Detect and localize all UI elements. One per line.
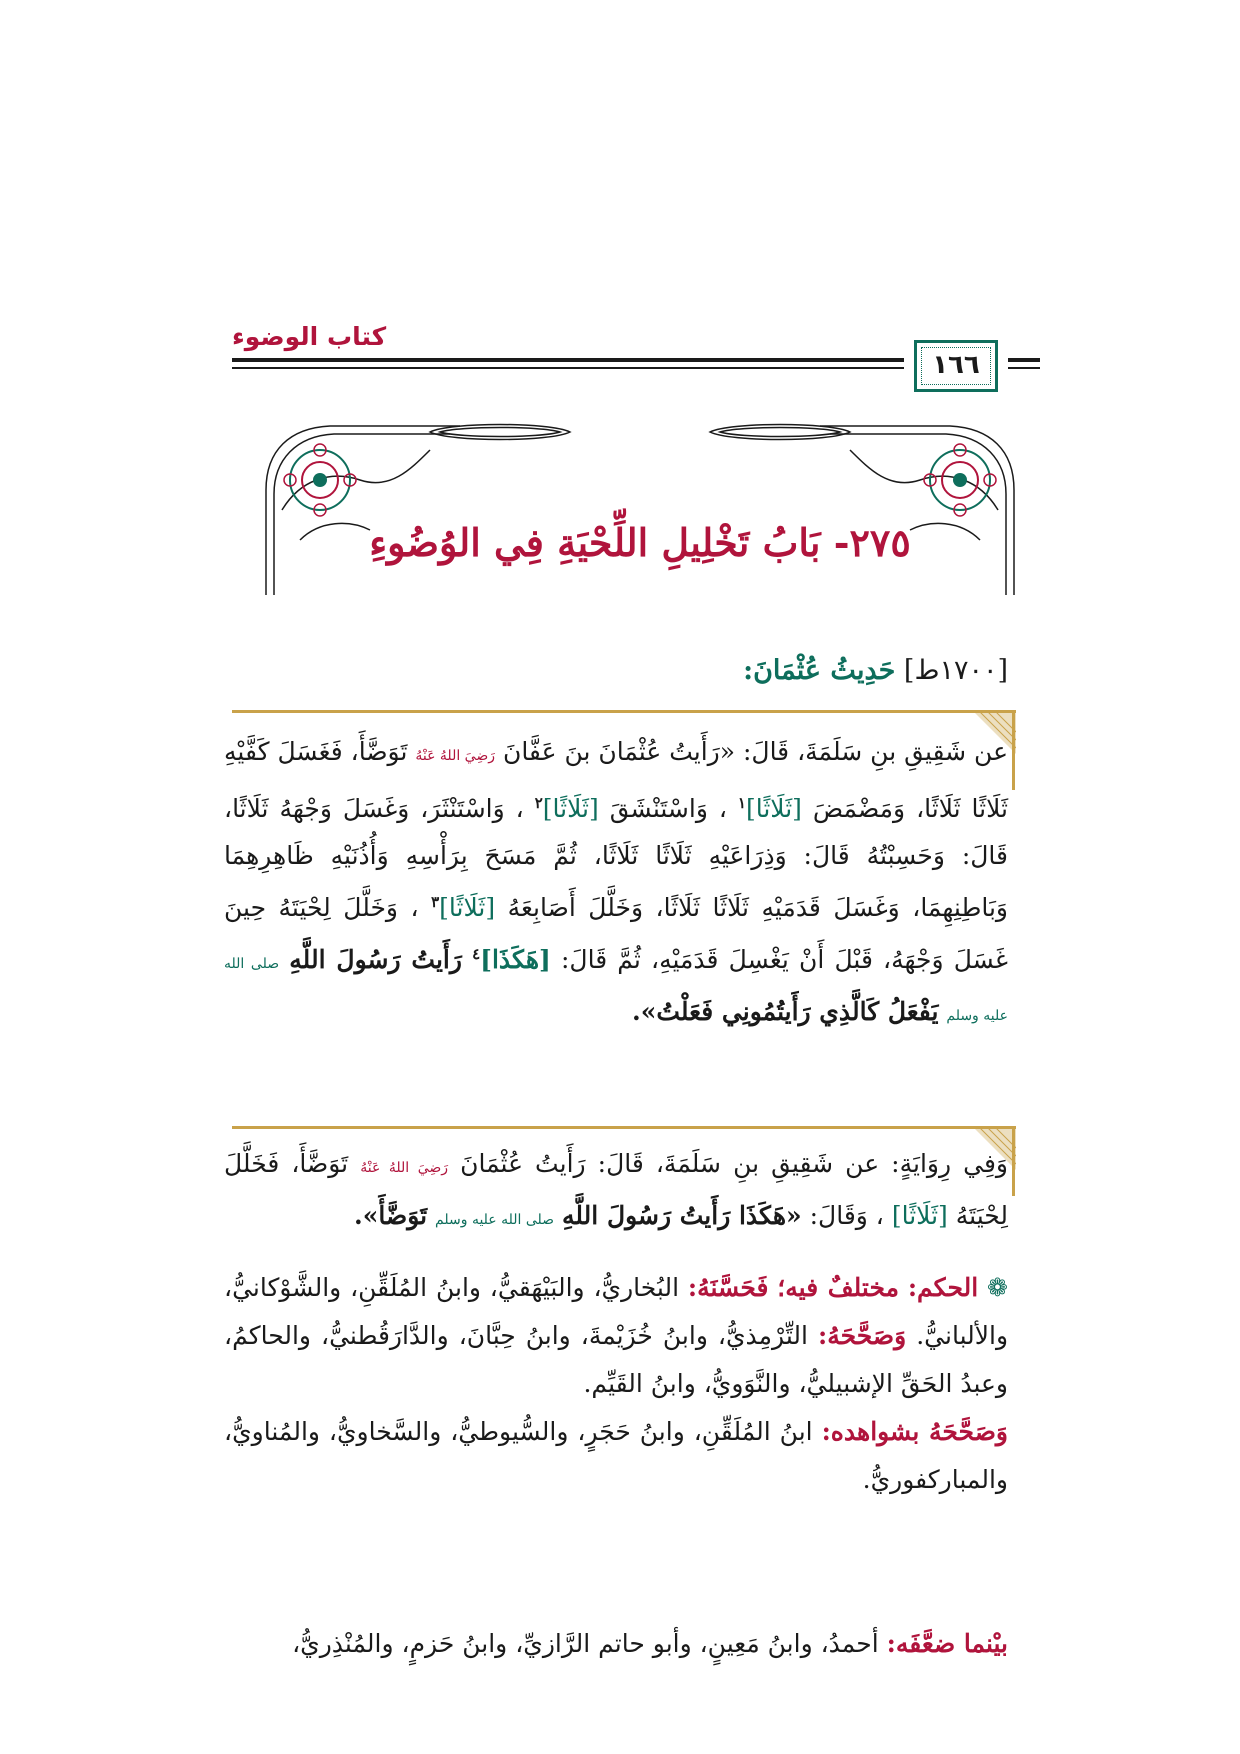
header-rule-bottom [232,367,904,369]
hadith-ref: [١٧٠٠ط] [903,655,1008,686]
variant-block-gold-rule [232,1126,1016,1129]
bracketed-addition: [ثَلَاثًا] [542,794,599,823]
bracketed-addition: [ثَلَاثًا] [745,794,802,823]
page-number: ١٦٦ [932,350,980,380]
header-rule-right-bottom [1008,367,1040,369]
chapter-title: ٢٧٥- بَابُ تَخْلِيلِ اللِّحْيَةِ فِي الوُضُوءِ [369,520,911,565]
running-title: كتاب الوضوء [232,322,387,351]
weakened-section [224,1620,1008,1668]
daaf-list: أحمدُ، وابنُ مَعِينٍ، وأبو حاتم الرَّازيِّ، وابنُ حَزمٍ، والمُنْذِريُّ، [292,1629,879,1658]
salutation: صلى الله عليه وسلم [435,1212,555,1228]
header-rule-right-top [1008,358,1040,362]
sahh-shawahid-label: وَصَحَّحَهُ بشواهده: [821,1417,1008,1446]
left-rosette [284,444,356,516]
sahhahu-label: وَصَحَّحَهُ: [817,1321,907,1350]
main-block-gold-rule [232,710,1016,713]
chapter-ornament-frame [260,420,1020,600]
honorific: رَضِيَ اللهُ عَنْهُ [360,1160,449,1176]
hadith-name: حَدِيثُ عُثْمَانَ: [743,655,896,686]
daafahu-label: بيْنما ضعَّفَه: [886,1629,1008,1658]
footnote-marker: ١ [737,794,746,812]
bracketed-addition: [هَكَذَا] [480,945,551,974]
salutation: صلى الله عليه وسلم [224,956,1008,1024]
ruling-label: الحكم: [907,1273,979,1302]
header-rule-top [232,358,904,362]
footnote-marker: ٣ [431,893,440,911]
ruling-section [224,1264,1008,1504]
bracketed-addition: [ثَلَاثًا] [439,893,496,922]
rosette-bullet-icon: ❁ [987,1273,1008,1302]
page-number-box [914,340,998,392]
sahh-list: التِّرْمِذيُّ، وابنُ خُزَيْمةَ، وابنُ حِبَّانَ، والدَّارَقُطنيُّ، والحاكمُ، وعبدُ الحَقِّ الإشبيليُّ، والنَّوَويُّ، وابنُ القَيِّم. [224,1321,1008,1398]
honorific: رَضِيَ اللهُ عَنْهُ [415,748,495,764]
main-hadith-text: عن شَقِيقِ بنِ سَلَمَةَ، قَالَ: «رَأَيتُ عُثْمَانَ بنَ عَفَّانَ رَضِيَ اللهُ عَنْهُ تَوَضَّأَ، فَغَسَلَ كَفَّيْهِ ثَلَاثًا ثَلَاثًا، وَمَضْمَضَ [ثَلَاثًا]$^١$ ، وَاسْتَنْشَقَ [ثَلَاثًا]$^٢$ ، وَاسْتَنْثَرَ، وَغَسَلَ وَجْهَهُ ثَلَاثًا، قَالَ: وَحَسِبْتُهُ قَالَ: وَذِرَاعَيْهِ ثَلَاثًا ثَلَاثًا، ثُمَّ مَسَحَ بِرَأْسِهِ وَأُذُنَيْهِ ظَاهِرِهِمَا وَبَاطِنِهِمَا، وَغَسَلَ قَدَمَيْهِ ثَلَاثًا ثَلَاثًا، وَخَلَّلَ أَصَابِعَهُ [ثَلَاثًا]$^٣$ ، وَخَلَّلَ لِحْيَتَهُ حِينَ غَسَلَ وَجْهَهُ، قَبْلَ أَنْ يَغْسِلَ قَدَمَيْهِ، ثُمَّ قَالَ: [هَكَذَا]$^٤$ رَأَيتُ رَسُولَ اللَّهِ صلى الله عليه وسلم يَفْعَلُ كَالَّذِي رَأَيتُمُونِي فَعَلْتُ». [224,737,1009,1026]
hassanahu-label: فَحَسَّنَهُ: [687,1273,769,1302]
variant-block-side-rule [1012,1126,1015,1196]
hassan-list: البُخاريُّ، والبَيْهَقيُّ، وابنُ المُلَقِّنِ، والشَّوْكانيُّ، والألبانيُّ. [224,1273,1009,1350]
shawahid-list: ابنُ المُلَقِّنِ، وابنُ حَجَرٍ، والسُّيوطيُّ، والسَّخاويُّ، والمُناويُّ، والمباركفوريُّ. [224,1417,1008,1494]
hadith-heading [308,655,1008,686]
footnote-marker: ٤ [472,945,481,963]
variant-hadith-text: وَفِي رِوَايَةٍ: عن شَقِيقِ بنِ سَلَمَةَ، قَالَ: رَأَيتُ عُثْمَانَ رَضِيَ اللهُ عَنْهُ تَوَضَّأَ، فَخَلَّلَ لِحْيَتَهُ [ثَلَاثًا] ، وَقَالَ: «هَكَذَا رَأَيتُ رَسُولَ اللَّهِ صلى الله عليه وسلم تَوَضَّأَ». [224,1149,1008,1230]
main-block-side-rule [1012,710,1015,790]
right-rosette [924,444,996,516]
footnote-marker: ٢ [534,794,543,812]
ruling-status: مختلفٌ فيه؛ [777,1273,899,1302]
bracketed-addition: [ثَلَاثًا] [891,1201,948,1230]
